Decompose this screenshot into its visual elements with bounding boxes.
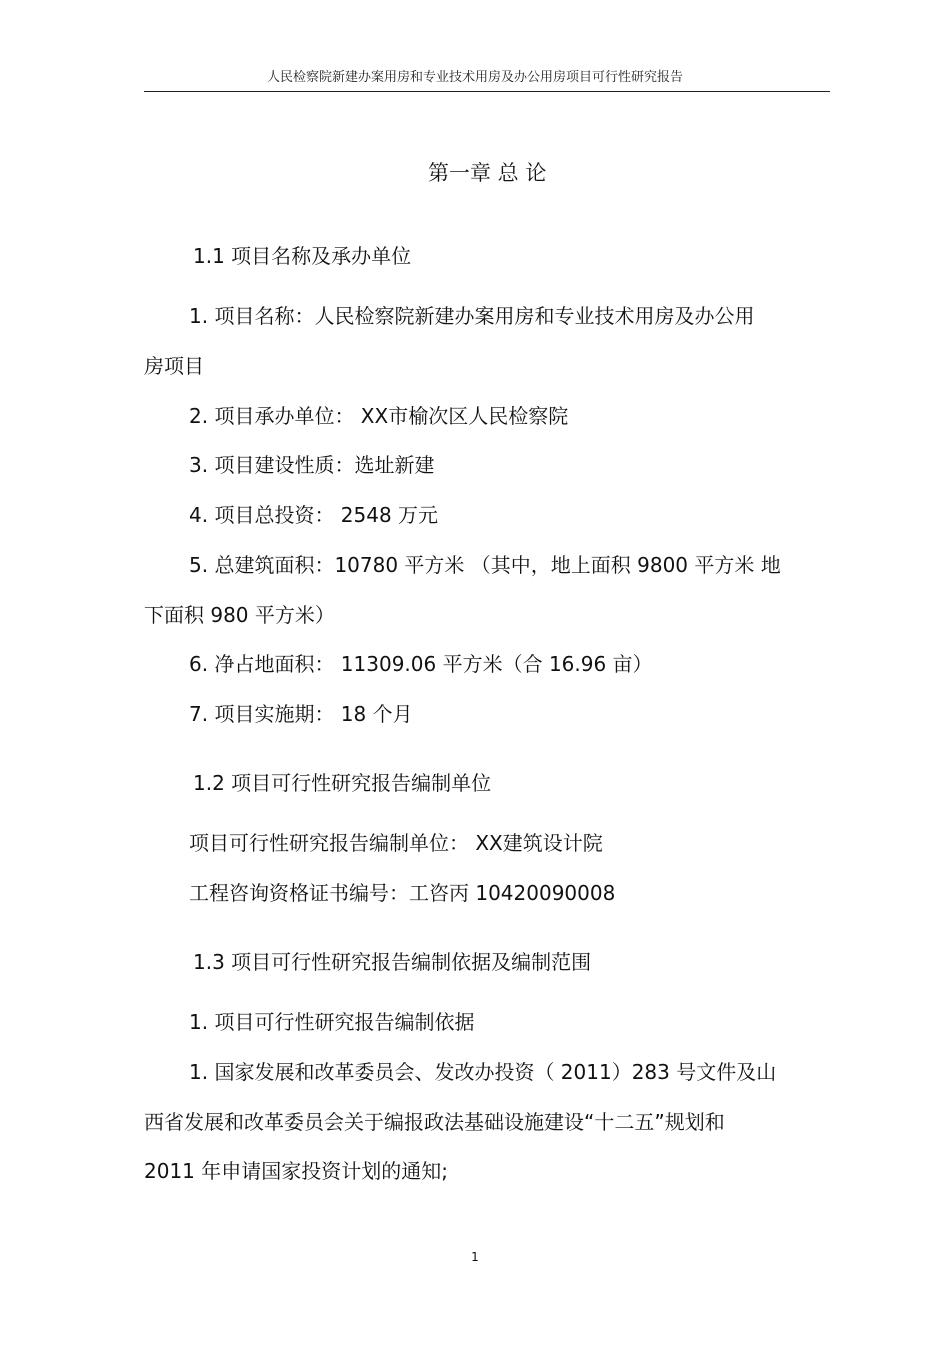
section-heading-1-3: 1.3 项目可行性研究报告编制依据及编制范围 [193, 950, 592, 974]
item-compiling-unit: 项目可行性研究报告编制单位： XX建筑设计院 [189, 831, 603, 855]
item-building-area-cont: 下面积 980 平方米） [144, 603, 335, 627]
section-heading-1-2: 1.2 项目可行性研究报告编制单位 [193, 771, 492, 795]
item-construction-nature: 3. 项目建设性质：选址新建 [189, 453, 435, 477]
item-project-name: 1. 项目名称：人民检察院新建办案用房和专业技术用房及办公用 [189, 304, 755, 328]
section-heading-1-1: 1.1 项目名称及承办单位 [193, 244, 412, 268]
page-number: 1 [471, 1250, 479, 1264]
item-implementation-period: 7. 项目实施期： 18 个月 [189, 702, 413, 726]
item-land-area: 6. 净占地面积： 11309.06 平方米（合 16.96 亩） [189, 652, 653, 676]
chapter-title: 第一章 总 论 [428, 161, 547, 185]
header-rule [144, 91, 830, 92]
item-certificate-number: 工程咨询资格证书编号：工咨丙 10420090008 [189, 881, 616, 905]
item-compiling-basis: 1. 项目可行性研究报告编制依据 [189, 1010, 475, 1034]
item-undertaking-unit: 2. 项目承办单位： XX市榆次区人民检察院 [189, 404, 569, 428]
item-basis-1: 1. 国家发展和改革委员会、发改办投资（ 2011）283 号文件及山 [189, 1060, 777, 1084]
item-basis-1-cont: 西省发展和改革委员会关于编报政法基础设施建设“十二五”规划和 [144, 1110, 725, 1134]
running-header: 人民检察院新建办案用房和专业技术用房及办公用房项目可行性研究报告 [266, 70, 683, 85]
item-basis-1-cont2: 2011 年申请国家投资计划的通知; [144, 1159, 448, 1183]
item-project-name-cont: 房项目 [144, 354, 204, 378]
item-total-investment: 4. 项目总投资： 2548 万元 [189, 503, 439, 527]
item-building-area: 5. 总建筑面积：10780 平方米 （其中，地上面积 9800 平方米 地 [189, 553, 781, 577]
